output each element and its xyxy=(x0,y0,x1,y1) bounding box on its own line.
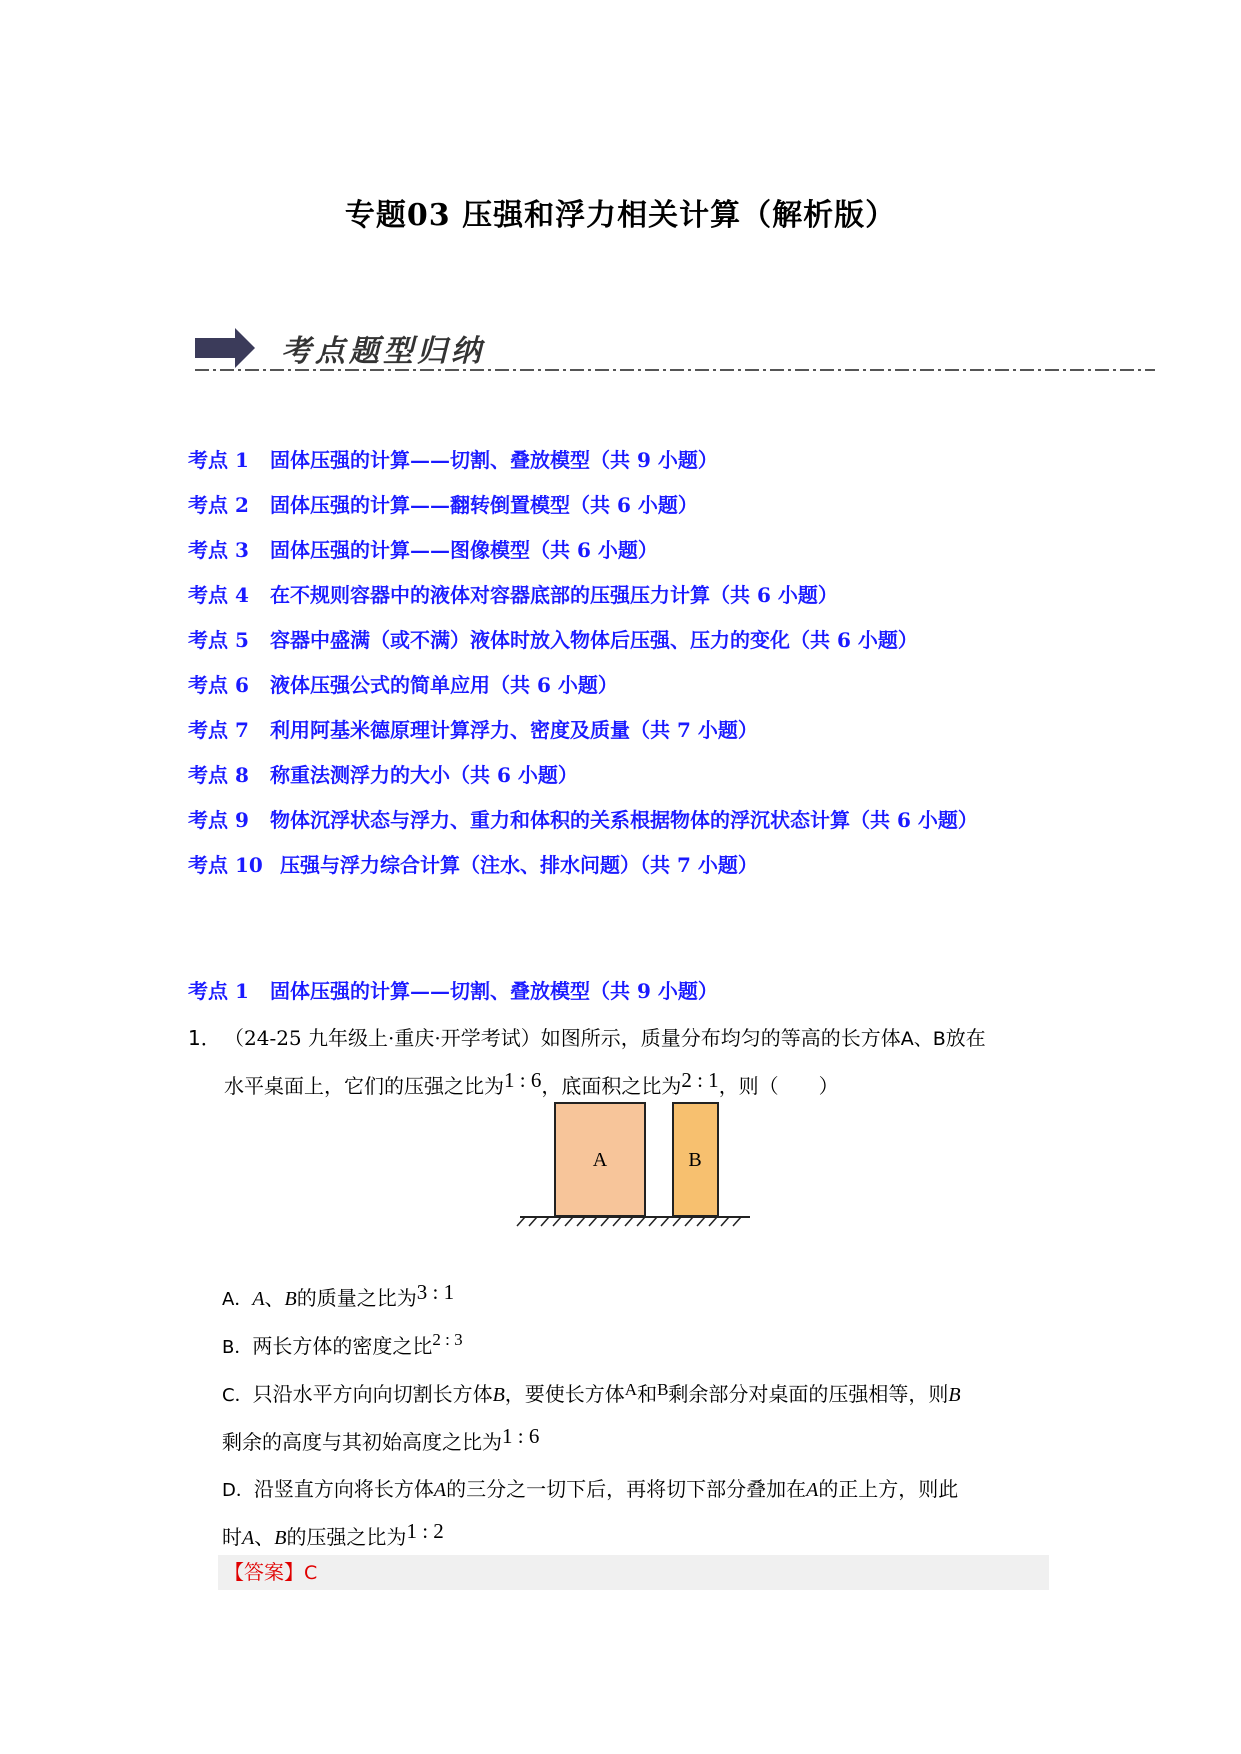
toc-item[interactable] xyxy=(188,760,978,805)
toc-item-label: 物体沉浮状态与浮力、重力和体积的关系根据物体的浮沉状态计算（共 6 小题） xyxy=(270,808,978,832)
option-text: ，要使长方体 xyxy=(504,1382,625,1406)
option-label: B． xyxy=(222,1337,253,1358)
section-heading xyxy=(188,975,718,1004)
option-ratio: 1 : 2 xyxy=(406,1519,444,1543)
variable: B xyxy=(284,1288,297,1310)
option-ratio: 1 : 6 xyxy=(502,1424,540,1448)
variable: A xyxy=(252,1288,265,1310)
blocks-diagram xyxy=(515,1100,755,1230)
option-label: A． xyxy=(222,1289,253,1310)
question-figure xyxy=(515,1100,755,1230)
option-a[interactable] xyxy=(222,1275,1052,1323)
ground-hatching xyxy=(517,1217,741,1226)
toc-item-label: 固体压强的计算——图像模型（共 6 小题） xyxy=(270,538,658,562)
toc-item-label: 固体压强的计算——切割、叠放模型（共 9 小题） xyxy=(270,448,718,472)
toc-item[interactable] xyxy=(188,625,978,670)
toc-item-number: 考点 2 xyxy=(188,493,249,517)
area-ratio: 2 : 1 xyxy=(681,1068,719,1092)
option-text: 的质量之比为 xyxy=(296,1286,417,1310)
toc-item-number: 考点 1 xyxy=(188,448,249,472)
option-text: 剩余部分对桌面的压强相等，则 xyxy=(668,1382,949,1406)
toc-item-number: 考点 4 xyxy=(188,583,249,607)
question-text: （24-25 九年级上·重庆·开学考试）如图所示，质量分布均匀的等高的长方体 xyxy=(224,1026,901,1050)
variable: B xyxy=(492,1384,505,1406)
block-a-label: A xyxy=(592,1149,608,1171)
option-b[interactable] xyxy=(222,1323,1052,1371)
table-of-contents xyxy=(188,445,978,895)
option-text: 的三分之一切下后，再将切下部分叠加在 xyxy=(446,1477,807,1501)
option-text: 的压强之比为 xyxy=(286,1525,407,1549)
option-text: 的正上方，则此 xyxy=(818,1477,959,1501)
option-ratio: 3 : 1 xyxy=(416,1280,455,1304)
page-title: 专题03 压强和浮力相关计算（解析版） xyxy=(344,198,897,233)
question-number: 1． xyxy=(188,1026,221,1050)
section-number: 考点 1 xyxy=(188,979,249,1003)
option-d[interactable] xyxy=(222,1466,1052,1562)
toc-item-number: 考点 5 xyxy=(188,628,249,652)
option-text: 只沿水平方向向切割长方体 xyxy=(252,1382,493,1406)
option-label: D． xyxy=(222,1480,254,1501)
option-c[interactable] xyxy=(222,1371,1052,1466)
toc-item-number: 考点 10 xyxy=(188,853,263,877)
toc-item[interactable] xyxy=(188,670,978,715)
toc-item-number: 考点 3 xyxy=(188,538,249,562)
toc-item-number: 考点 6 xyxy=(188,673,249,697)
variable: B xyxy=(274,1527,287,1549)
toc-item-label: 压强与浮力综合计算（注水、排水问题）（共 7 小题） xyxy=(280,853,758,877)
variable: A xyxy=(433,1479,447,1501)
toc-item-label: 液体压强公式的简单应用（共 6 小题） xyxy=(270,673,618,697)
toc-item[interactable] xyxy=(188,535,978,580)
section-title: 固体压强的计算——切割、叠放模型（共 9 小题） xyxy=(270,979,718,1003)
toc-item-number: 考点 9 xyxy=(188,808,249,832)
toc-item[interactable] xyxy=(188,715,978,760)
question xyxy=(188,1015,1058,1110)
answer-tag: 【答案】 xyxy=(224,1560,304,1584)
toc-item-label: 称重法测浮力的大小（共 6 小题） xyxy=(270,763,578,787)
toc-item[interactable] xyxy=(188,580,978,625)
option-label: C． xyxy=(222,1385,253,1406)
question-text: ，则（ ） xyxy=(718,1074,839,1098)
variable: A xyxy=(806,1479,819,1501)
banner-heading: 考点题型归纳 xyxy=(281,334,485,369)
option-text: 、 xyxy=(264,1286,285,1310)
toc-item[interactable] xyxy=(188,445,978,490)
block-b-label: B xyxy=(688,1149,702,1171)
pressure-ratio: 1 : 6 xyxy=(504,1068,542,1092)
toc-item-label: 容器中盛满（或不满）液体时放入物体后压强、压力的变化（共 6 小题） xyxy=(270,628,918,652)
option-text: 两长方体的密度之比 xyxy=(252,1334,433,1358)
toc-item[interactable] xyxy=(188,805,978,850)
option-text: 、 xyxy=(254,1525,275,1549)
toc-item[interactable] xyxy=(188,490,978,535)
option-text: 和 xyxy=(637,1382,658,1406)
section-banner xyxy=(195,320,1155,380)
option-text: 剩余的高度与其初始高度之比为 xyxy=(222,1430,502,1454)
option-text: 沿竖直方向将长方体 xyxy=(253,1477,434,1501)
toc-item-label: 固体压强的计算——翻转倒置模型（共 6 小题） xyxy=(270,493,698,517)
toc-item-number: 考点 7 xyxy=(188,718,249,742)
answer-box xyxy=(218,1555,1049,1590)
variable: A xyxy=(624,1380,638,1399)
option-text: 时 xyxy=(222,1525,242,1549)
question-text: ，底面积之比为 xyxy=(541,1074,682,1098)
answer-value: C xyxy=(304,1562,318,1584)
question-variables: A、B xyxy=(900,1028,946,1050)
option-ratio: 2 : 3 xyxy=(432,1330,463,1349)
toc-item-number: 考点 8 xyxy=(188,763,249,787)
toc-item[interactable] xyxy=(188,850,978,895)
variable: B xyxy=(657,1380,669,1399)
answer-options xyxy=(222,1275,1052,1562)
variable: B xyxy=(948,1384,961,1406)
question-text: 放在 xyxy=(945,1026,986,1050)
question-text: 水平桌面上，它们的压强之比为 xyxy=(224,1074,504,1098)
question-line-1 xyxy=(224,1015,1058,1063)
toc-item-label: 利用阿基米德原理计算浮力、密度及质量（共 7 小题） xyxy=(270,718,758,742)
variable: A xyxy=(242,1527,255,1549)
toc-item-label: 在不规则容器中的液体对容器底部的压强压力计算（共 6 小题） xyxy=(270,583,838,607)
